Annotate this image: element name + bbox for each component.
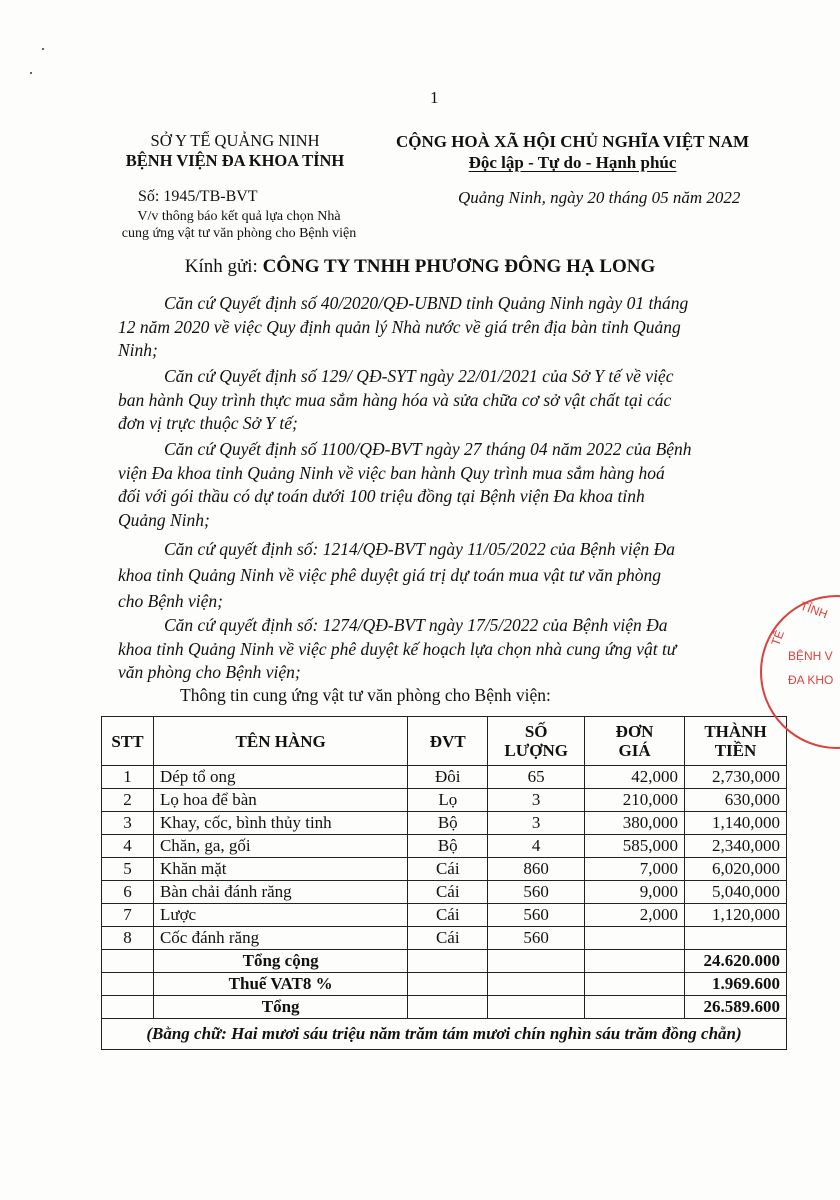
- cell-total: 1,140,000: [685, 812, 787, 835]
- paragraph-line: 12 năm 2020 về việc Quy định quản lý Nhà nước về giá trên địa bàn tỉnh Quảng: [118, 316, 681, 337]
- legal-basis-paragraph: [118, 536, 783, 614]
- paragraph-line: khoa tỉnh Quảng Ninh về việc phê duyệt giá trị dự toán mua vật tư văn phòng: [118, 565, 662, 585]
- legal-basis-paragraph: [118, 292, 783, 363]
- cell-qty: 560: [488, 881, 585, 904]
- empty-cell: [585, 950, 685, 973]
- recipient-name: CÔNG TY TNHH PHƯƠNG ĐÔNG HẠ LONG: [262, 256, 656, 277]
- empty-cell: [488, 996, 585, 1019]
- grand-total-row: [102, 996, 787, 1019]
- cell-qty: 860: [488, 858, 585, 881]
- scan-dot: [30, 72, 32, 74]
- table-intro: Thông tin cung ứng vật tư văn phòng cho Bệnh viện:: [180, 685, 551, 705]
- cell-stt: 1: [102, 766, 154, 789]
- paragraph-line: Ninh;: [118, 340, 158, 360]
- amount-in-words: (Bằng chữ: Hai mươi sáu triệu năm trăm tám mươi chín nghìn sáu trăm đồng chẵn): [102, 1019, 787, 1050]
- cell-price: 9,000: [585, 881, 685, 904]
- paragraph-line: đơn vị trực thuộc Sở Y tế;: [118, 413, 298, 433]
- paragraph-line: Quảng Ninh;: [118, 509, 210, 530]
- recipient-label: Kính gửi:: [184, 256, 258, 277]
- table-row: [102, 927, 787, 950]
- page-number: 1: [430, 88, 439, 107]
- recipient: [0, 256, 840, 278]
- subtotal-value: 24.620.000: [685, 950, 787, 973]
- cell-stt: 6: [102, 881, 154, 904]
- table-row: [102, 904, 787, 927]
- cell-qty: 4: [488, 835, 585, 858]
- paragraph-line: khoa tỉnh Quảng Ninh về việc phê duyệt kế hoạch lựa chọn nhà cung ứng vật tư: [118, 638, 677, 659]
- supply-table: [101, 716, 787, 1050]
- cell-qty: 560: [488, 927, 585, 950]
- document-date: Quảng Ninh, ngày 20 tháng 05 năm 2022: [458, 188, 741, 207]
- cell-total: 2,340,000: [685, 835, 787, 858]
- vat-label: Thuế VAT8 %: [153, 973, 407, 996]
- header-stt: STT: [102, 717, 154, 766]
- vat-row: [102, 973, 787, 996]
- empty-cell: [102, 996, 154, 1019]
- cell-price: 2,000: [585, 904, 685, 927]
- paragraph-line: Căn cứ Quyết định số 129/ QĐ-SYT ngày 22/01/2021 của Sở Y tế về việc: [164, 366, 674, 386]
- document-subject: [108, 208, 370, 242]
- header-unit: ĐVT: [408, 717, 488, 766]
- header-price-line: ĐƠN: [615, 722, 654, 741]
- table-row: [102, 812, 787, 835]
- cell-price: 380,000: [585, 812, 685, 835]
- cell-name: Lược: [153, 904, 407, 927]
- cell-name: Lọ hoa để bàn: [153, 789, 407, 812]
- national-heading: [375, 131, 770, 173]
- stamp-text: TẾ: [768, 628, 787, 648]
- cell-name: Chăn, ga, gối: [153, 835, 407, 858]
- cell-qty: 3: [488, 812, 585, 835]
- cell-total: [685, 927, 787, 950]
- legal-basis-paragraph: [118, 365, 783, 436]
- header-name: TÊN HÀNG: [153, 717, 407, 766]
- paragraph-line: Căn cứ Quyết định số 1100/QĐ-BVT ngày 27 tháng 04 năm 2022 của Bệnh: [164, 439, 692, 459]
- table-header-row: [102, 717, 787, 766]
- cell-unit: Lọ: [408, 789, 488, 812]
- header-price: [585, 717, 685, 766]
- cell-price: 585,000: [585, 835, 685, 858]
- cell-total: 630,000: [685, 789, 787, 812]
- issuer-block: [100, 131, 370, 171]
- cell-qty: 560: [488, 904, 585, 927]
- document-number: Số: 1945/TB-BVT: [138, 188, 258, 205]
- subject-line: V/v thông báo kết quả lựa chọn Nhà: [137, 209, 341, 224]
- table-row: [102, 835, 787, 858]
- cell-total: 2,730,000: [685, 766, 787, 789]
- subject-line: cung ứng vật tư văn phòng cho Bệnh viện: [121, 226, 357, 241]
- vat-value: 1.969.600: [685, 973, 787, 996]
- grand-total-label: Tổng: [153, 996, 407, 1019]
- paragraph-line: đối với gói thầu có dự toán dưới 100 triệu đồng tại Bệnh viện Đa khoa tỉnh: [118, 486, 645, 506]
- cell-price: 7,000: [585, 858, 685, 881]
- header-quantity-line: LƯỢNG: [504, 741, 568, 760]
- cell-unit: Cái: [408, 904, 488, 927]
- cell-stt: 4: [102, 835, 154, 858]
- cell-unit: Đôi: [408, 766, 488, 789]
- header-price-line: GIÁ: [618, 741, 651, 760]
- subtotal-label: Tổng cộng: [153, 950, 407, 973]
- hospital-name: BỆNH VIỆN ĐA KHOA TỈNH: [125, 151, 345, 170]
- stamp-text: BỆNH V: [788, 649, 833, 663]
- cell-name: Dép tổ ong: [153, 766, 407, 789]
- cell-stt: 2: [102, 789, 154, 812]
- paragraph-line: cho Bệnh viện;: [118, 591, 223, 611]
- cell-stt: 7: [102, 904, 154, 927]
- header-quantity: [488, 717, 585, 766]
- stamp-text: TỈNH: [798, 598, 830, 622]
- scan-dot: [42, 48, 44, 50]
- empty-cell: [102, 950, 154, 973]
- cell-name: Khăn mặt: [153, 858, 407, 881]
- grand-total-value: 26.589.600: [685, 996, 787, 1019]
- cell-total: 5,040,000: [685, 881, 787, 904]
- empty-cell: [408, 996, 488, 1019]
- cell-unit: Bộ: [408, 835, 488, 858]
- cell-stt: 5: [102, 858, 154, 881]
- header-total-line: THÀNH: [704, 722, 767, 741]
- cell-unit: Cái: [408, 881, 488, 904]
- country-name: CỘNG HOÀ XÃ HỘI CHỦ NGHĨA VIỆT NAM: [395, 132, 750, 151]
- cell-qty: 3: [488, 789, 585, 812]
- legal-basis-paragraph: [118, 614, 783, 685]
- empty-cell: [102, 973, 154, 996]
- motto: Độc lập - Tự do - Hạnh phúc: [468, 153, 677, 172]
- agency-name: SỞ Y TẾ QUẢNG NINH: [150, 131, 320, 150]
- cell-unit: Cái: [408, 858, 488, 881]
- paragraph-line: Căn cứ quyết định số: 1214/QĐ-BVT ngày 11/05/2022 của Bệnh viện Đa: [164, 539, 675, 559]
- amount-in-words-row: [102, 1019, 787, 1050]
- header-total: [685, 717, 787, 766]
- stamp-text: ĐA KHO: [788, 673, 834, 687]
- legal-basis-paragraph: [118, 438, 783, 532]
- paragraph-line: viện Đa khoa tỉnh Quảng Ninh về việc ban hành Quy trình mua sắm hàng hoá: [118, 462, 665, 483]
- paragraph-line: ban hành Quy trình thực mua sắm hàng hóa và sửa chữa cơ sở vật chất tại các: [118, 389, 672, 410]
- cell-price: [585, 927, 685, 950]
- empty-cell: [408, 950, 488, 973]
- table-row: [102, 766, 787, 789]
- header-total-line: TIỀN: [714, 741, 757, 760]
- paragraph-line: Căn cứ Quyết định số 40/2020/QĐ-UBND tỉnh Quảng Ninh ngày 01 tháng: [164, 293, 689, 313]
- cell-stt: 8: [102, 927, 154, 950]
- cell-unit: Cái: [408, 927, 488, 950]
- cell-total: 6,020,000: [685, 858, 787, 881]
- paragraph-line: Căn cứ quyết định số: 1274/QĐ-BVT ngày 17/5/2022 của Bệnh viện Đa: [164, 615, 668, 635]
- cell-price: 42,000: [585, 766, 685, 789]
- empty-cell: [408, 973, 488, 996]
- cell-name: Khay, cốc, bình thủy tinh: [153, 812, 407, 835]
- cell-stt: 3: [102, 812, 154, 835]
- cell-name: Cốc đánh răng: [153, 927, 407, 950]
- paragraph-line: văn phòng cho Bệnh viện;: [118, 662, 301, 682]
- subtotal-row: [102, 950, 787, 973]
- cell-price: 210,000: [585, 789, 685, 812]
- cell-qty: 65: [488, 766, 585, 789]
- empty-cell: [488, 973, 585, 996]
- header-quantity-line: SỐ: [524, 722, 548, 741]
- table-row: [102, 881, 787, 904]
- table-row: [102, 789, 787, 812]
- cell-name: Bàn chải đánh răng: [153, 881, 407, 904]
- cell-unit: Bộ: [408, 812, 488, 835]
- empty-cell: [488, 950, 585, 973]
- empty-cell: [585, 996, 685, 1019]
- empty-cell: [585, 973, 685, 996]
- table-row: [102, 858, 787, 881]
- cell-total: 1,120,000: [685, 904, 787, 927]
